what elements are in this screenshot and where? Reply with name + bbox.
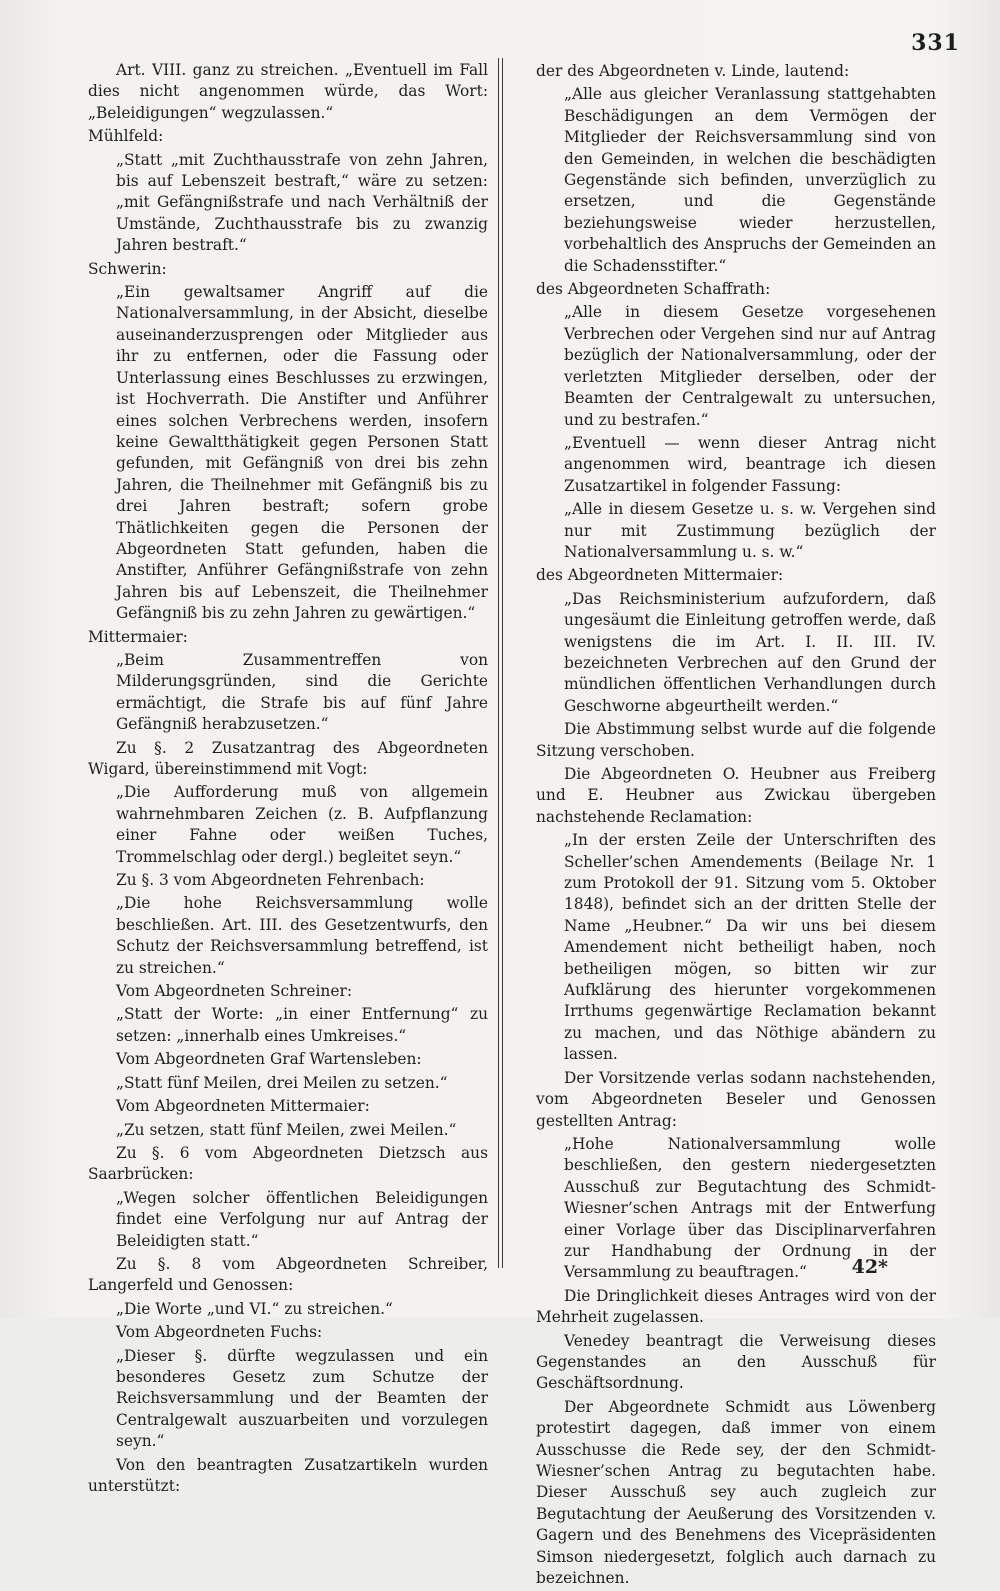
body-paragraph: Art. VIII. ganz zu streichen. „Eventuell im Fall dies nicht angenommen würde, das Wort: „Beleidigungen“ wegzulassen.“ [88, 61, 488, 122]
body-paragraph: Der Abgeordnete Schmidt aus Löwenberg protestirt dagegen, daß immer von einem Ausschusse die Rede sey, der den Schmidt-Wiesner’schen Antrag zu begutachten habe. Dieser Ausschuß sey auch zugleich zur Begutachtung der Aeußerung des Vorsitzenden v. Gagern und des Benehmens des Vicepräsidenten Simson niedergesetzt, folglich auch darnach zu bezeichnen. [536, 1397, 936, 1588]
quoted-motion: „Die Worte „und VI.“ zu streichen.“ [116, 1299, 393, 1318]
speaker-label: Schwerin: [88, 259, 167, 278]
quoted-motion: „Wegen solcher öffentlichen Beleidigungen findet eine Verfolgung nur auf Antrag der Beleidigten statt.“ [116, 1188, 488, 1250]
body-paragraph: Vom Abgeordneten Mittermaier: [116, 1097, 370, 1116]
body-paragraph: Zu §. 6 vom Abgeordneten Dietzsch aus Saarbrücken: [88, 1143, 488, 1184]
quoted-motion: „Statt der Worte: „in einer Entfernung“ zu setzen: „innerhalb eines Umkreises.“ [116, 1005, 488, 1045]
quoted-motion: „Ein gewaltsamer Angriff auf die Nationalversammlung, in der Absicht, dieselbe auseinanderzusprengen oder Mitglieder aus ihr zu entfernen, oder die Fassung oder Unterlassung eines Beschlusses zu erzwingen, ist Hochverrath. Die Anstifter und Anführer eines solchen Verbrechens werden, insofern keine Gewaltthätigkeit gegen Personen Statt gefunden, mit Gefängniß von drei bis zehn Jahren, die Theilnehmer mit Gefängniß bis zu drei Jahren bestraft; sofern grobe Thätlichkeiten gegen die Personen der Abgeordneten Statt gefunden, haben die Anstifter, Anführer Gefängnißstrafe von zehn Jahren bis auf Lebenszeit, die Theilnehmer Gefängniß bis zu zehn Jahren zu gewärtigen.“ [116, 283, 488, 623]
body-paragraph: Zu §. 2 Zusatzantrag des Abgeordneten Wigard, übereinstimmend mit Vogt: [88, 738, 488, 778]
body-paragraph: Zu §. 8 vom Abgeordneten Schreiber, Langerfeld und Genossen: [88, 1254, 488, 1295]
quoted-motion: „Die hohe Reichsversammlung wolle beschließen. Art. III. des Gesetzentwurfs, den Schutz der Reichsversammlung betreffend, ist zu streichen.“ [116, 894, 488, 977]
quoted-motion: „Die Aufforderung muß von allgemein wahrnehmbaren Zeichen (z. B. Aufpflanzung einer Fahne oder weißen Tuches, Trommelschlag oder dergl.) begleitet seyn.“ [116, 783, 488, 866]
body-paragraph: Von den beantragten Zusatzartikeln wurden unterstützt: [88, 1455, 488, 1495]
speaker-label: des Abgeordneten Mittermaier: [536, 566, 784, 585]
quoted-motion: „Alle in diesem Gesetze vorgesehenen Verbrechen oder Vergehen sind nur auf Antrag bezüglich der Nationalversammlung, oder der verletzten Mitglieder derselben, oder der Beamten der Centralgewalt zu untersuchen, und zu bestrafen.“ [564, 303, 936, 429]
quoted-motion: „Statt fünf Meilen, drei Meilen zu setzen.“ [116, 1073, 448, 1092]
body-paragraph: Die Abstimmung selbst wurde auf die folgende Sitzung verschoben. [536, 720, 936, 760]
quoted-motion: „Das Reichsministerium aufzufordern, daß ungesäumt die Einleitung getroffen werde, daß wenigstens die im Art. I. II. III. IV. bezeichneten Verbrechen auf den Grund der mündlichen öffentlichen Verhandlungen durch Geschworne abgeurtheilt werden.“ [564, 589, 936, 715]
speaker-label: des Abgeordneten Schaffrath: [536, 280, 771, 299]
quoted-motion: „Zu setzen, statt fünf Meilen, zwei Meilen.“ [116, 1120, 457, 1139]
body-paragraph: Vom Abgeordneten Fuchs: [116, 1323, 323, 1342]
body-paragraph: Vom Abgeordneten Schreiner: [116, 982, 352, 1001]
speaker-label: der des Abgeordneten v. Linde, lautend: [536, 62, 850, 80]
signature-mark: 42* [851, 1256, 888, 1278]
quoted-motion: „Beim Zusammentreffen von Milderungsgründen, sind die Gerichte ermächtigt, die Strafe bis auf fünf Jahre Gefängniß herabzusetzen.“ [116, 650, 488, 734]
column-divider [502, 58, 503, 1268]
speaker-label: Mühlfeld: [88, 127, 164, 146]
body-paragraph: Die Dringlichkeit dieses Antrages wird von der Mehrheit zugelassen. [536, 1286, 936, 1327]
body-paragraph: Venedey beantragt die Verweisung dieses Gegenstandes an den Ausschuß für Geschäftsordnung. [536, 1331, 936, 1393]
speaker-label: Mittermaier: [88, 627, 188, 646]
page-number: 331 [911, 30, 960, 56]
quoted-motion: „Alle in diesem Gesetze u. s. w. Vergehen sind nur mit Zustimmung bezüglich der Nationalversammlung u. s. w.“ [564, 500, 936, 561]
quoted-motion: „Dieser §. dürfte wegzulassen und ein besonderes Gesetz zum Schutze der Reichsversammlung und der Beamten der Centralgewalt auszuarbeiten und vorzulegen seyn.“ [116, 1346, 488, 1451]
body-paragraph: Die Abgeordneten O. Heubner aus Freiberg und E. Heubner aus Zwickau übergeben nachstehende Reclamation: [536, 765, 936, 826]
quoted-motion: „Statt „mit Zuchthausstrafe von zehn Jahren, bis auf Lebenszeit bestraft,“ wäre zu setzen: „mit Gefängnißstrafe und nach Verhältniß der Umstände, Zuchthausstrafe bis zu zwanzig Jahren bestraft.“ [116, 150, 488, 255]
column-divider [498, 58, 499, 1268]
body-paragraph: Zu §. 3 vom Abgeordneten Fehrenbach: [116, 871, 425, 890]
left-column [88, 60, 488, 1499]
right-column [536, 60, 936, 1591]
body-paragraph: Der Vorsitzende verlas sodann nachstehenden, vom Abgeordneten Beseler und Genossen gestellten Antrag: [536, 1068, 936, 1130]
body-paragraph: Vom Abgeordneten Graf Wartensleben: [116, 1050, 422, 1069]
quoted-motion: „Hohe Nationalversammlung wolle beschließen, den gestern niedergesetzten Ausschuß zur Begutachtung des Schmidt-Wiesner’schen Antrags mit der Entwerfung einer Vorlage über das Disciplinarverfahren zur Handhabung der Ordnung in der Versammlung zu beauftragen.“ [564, 1134, 936, 1282]
quoted-motion: „In der ersten Zeile der Unterschriften des Scheller’schen Amendements (Beilage Nr. 1 zum Protokoll der 91. Sitzung vom 5. Oktober 1848), befindet sich an der dritten Stelle der Name „Heubner.“ Da wir uns bei diesem Amendement nicht betheiligt haben, noch betheiligen mögen, so bitten wir zur Aufklärung des hierunter vorgekommenen Irrthums gegenwärtige Reclamation bekannt zu machen, und das Nöthige abändern zu lassen. [564, 831, 936, 1064]
quoted-motion: „Eventuell — wenn dieser Antrag nicht angenommen wird, beantrage ich diesen Zusatzartikel in folgender Fassung: [564, 433, 936, 495]
quoted-motion: „Alle aus gleicher Veranlassung stattgehabten Beschädigungen an dem Vermögen der Mitglieder der Reichsversammlung sind von den Gemeinden, in welchen die beschädigten Gegenstände sich befinden, unverzüglich zu ersetzen, und die Gegenstände beziehungsweise wieder herzustellen, vorbehaltlich des Anspruchs der Gemeinden an die Schadensstifter.“ [564, 85, 936, 275]
